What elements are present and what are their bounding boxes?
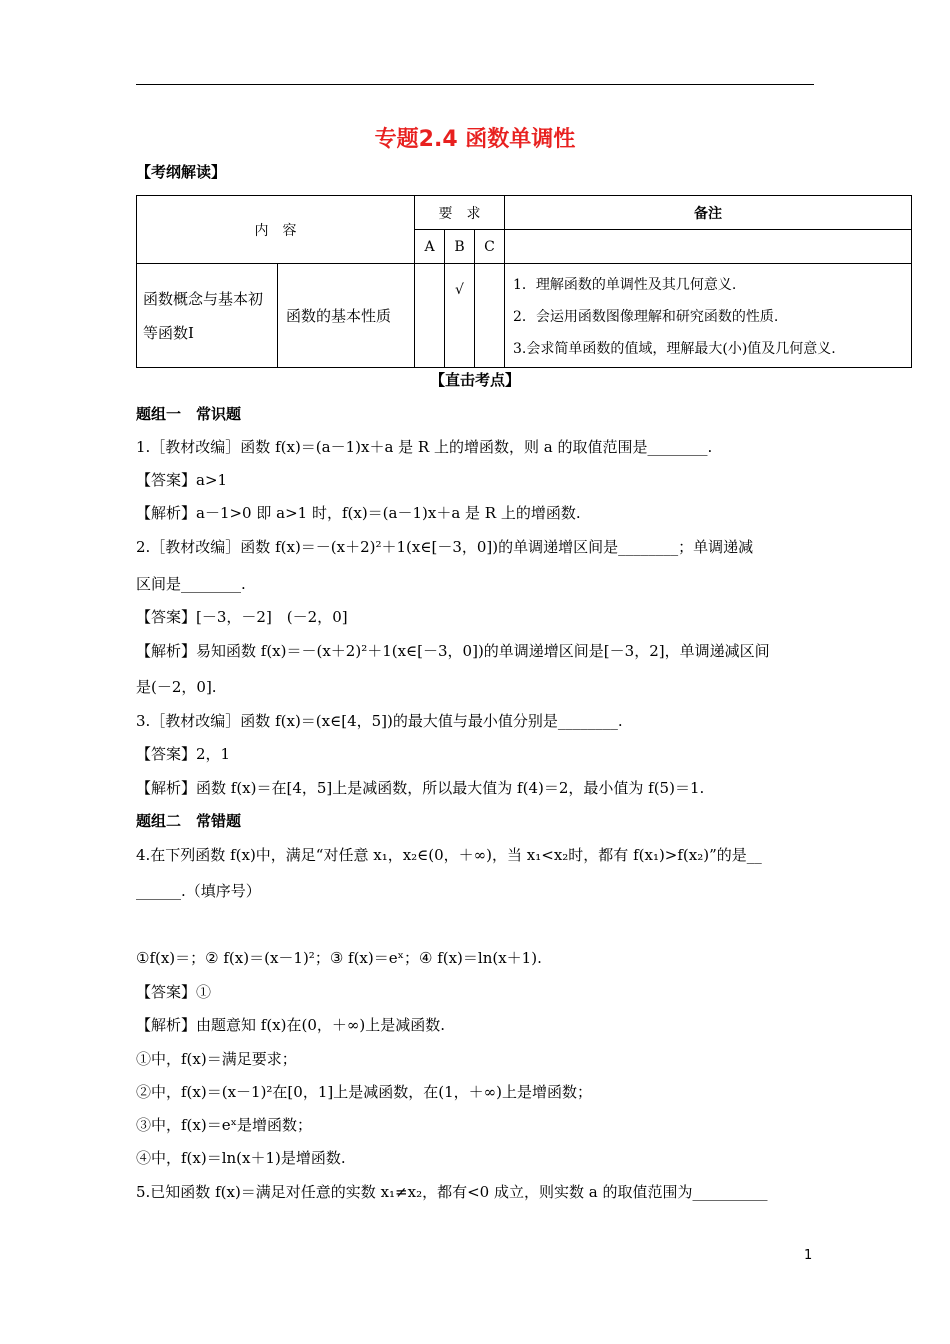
header-rule — [136, 84, 814, 85]
level-c-cell — [475, 264, 505, 368]
answer-1: 【答案】a>1 — [136, 471, 228, 489]
syllabus-table — [136, 195, 912, 368]
analysis-1: 【解析】a－1>0 即 a>1 时，f(x)＝(a－1)x＋a 是 R 上的增函数. — [136, 504, 581, 522]
level-b-header: B — [445, 230, 475, 264]
level-a-header: A — [415, 230, 445, 264]
question-5: 5.已知函数 f(x)＝满足对任意的实数 x₁≠x₂，都有<0 成立，则实数 a 的取值范围为__________ — [136, 1183, 768, 1201]
analysis-3: 【解析】函数 f(x)＝在[4，5]上是减函数，所以最大值为 f(4)＝2，最小值为 f(5)＝1. — [136, 779, 705, 797]
answer-2: 【答案】[－3，－2] (－2，0] — [136, 608, 348, 626]
analysis-4-item: ①中，f(x)＝满足要求； — [136, 1050, 297, 1068]
section-heading: 【直击考点】 — [429, 371, 520, 389]
question-2-cont: 区间是________. — [136, 575, 246, 593]
analysis-2-cont: 是(－2，0]. — [136, 678, 217, 696]
question-2: 2.［教材改编］函数 f(x)＝－(x＋2)²＋1(x∈[－3，0])的单调递增区间是________；单调递减 — [136, 538, 754, 556]
requirement-header: 要 求 — [415, 196, 505, 230]
notes-empty-cell — [505, 230, 912, 264]
answer-4: 【答案】① — [136, 983, 212, 1001]
note-item: 1．理解函数的单调性及其几何意义. — [513, 276, 737, 293]
level-b-check: √ — [445, 264, 475, 368]
note-item: 2．会运用函数图像理解和研究函数的性质. — [513, 308, 779, 325]
level-a-cell — [415, 264, 445, 368]
topic-cell: 函数概念与基本初等函数Ⅰ — [137, 264, 278, 368]
note-item: 3.会求简单函数的值域，理解最大(小)值及几何意义. — [513, 340, 836, 357]
page-title: 专题2.4 函数单调性 — [374, 127, 576, 152]
question-1: 1.［教材改编］函数 f(x)＝(a－1)x＋a 是 R 上的增函数，则 a 的取值范围是________. — [136, 438, 713, 456]
notes-header: 备注 — [505, 196, 912, 230]
group-heading: 题组一 常识题 — [136, 405, 242, 423]
level-c-header: C — [475, 230, 505, 264]
notes-cell — [505, 264, 912, 368]
question-3: 3.［教材改编］函数 f(x)＝(x∈[4，5])的最大值与最小值分别是________. — [136, 712, 623, 730]
analysis-4-item: ②中，f(x)＝(x－1)²在[0，1]上是减函数，在(1，＋∞)上是增函数； — [136, 1083, 592, 1101]
analysis-2: 【解析】易知函数 f(x)＝－(x＋2)²＋1(x∈[－3，0])的单调递增区间是[－3，2]，单调递减区间 — [136, 642, 770, 660]
subtopic-cell: 函数的基本性质 — [278, 264, 415, 368]
question-4: 4.在下列函数 f(x)中，满足“对任意 x₁，x₂∈(0，＋∞)，当 x₁<x₂时，都有 f(x₁)>f(x₂)”的是__ — [136, 846, 762, 864]
page-number: 1 — [804, 1248, 813, 1263]
analysis-4-item: ③中，f(x)＝eˣ是增函数； — [136, 1116, 312, 1134]
question-4-cont: ______.（填序号） — [136, 882, 261, 900]
analysis-4-item: ④中，f(x)＝ln(x＋1)是增函数. — [136, 1149, 346, 1167]
syllabus-heading: 【考纲解读】 — [136, 163, 227, 181]
content-header: 内 容 — [137, 196, 415, 264]
answer-3: 【答案】2，1 — [136, 745, 231, 763]
question-4-options: ①f(x)＝；② f(x)＝(x－1)²；③ f(x)＝eˣ；④ f(x)＝ln(x＋1). — [136, 949, 542, 967]
group-heading: 题组二 常错题 — [136, 812, 242, 830]
analysis-4: 【解析】由题意知 f(x)在(0，＋∞)上是减函数. — [136, 1016, 445, 1034]
